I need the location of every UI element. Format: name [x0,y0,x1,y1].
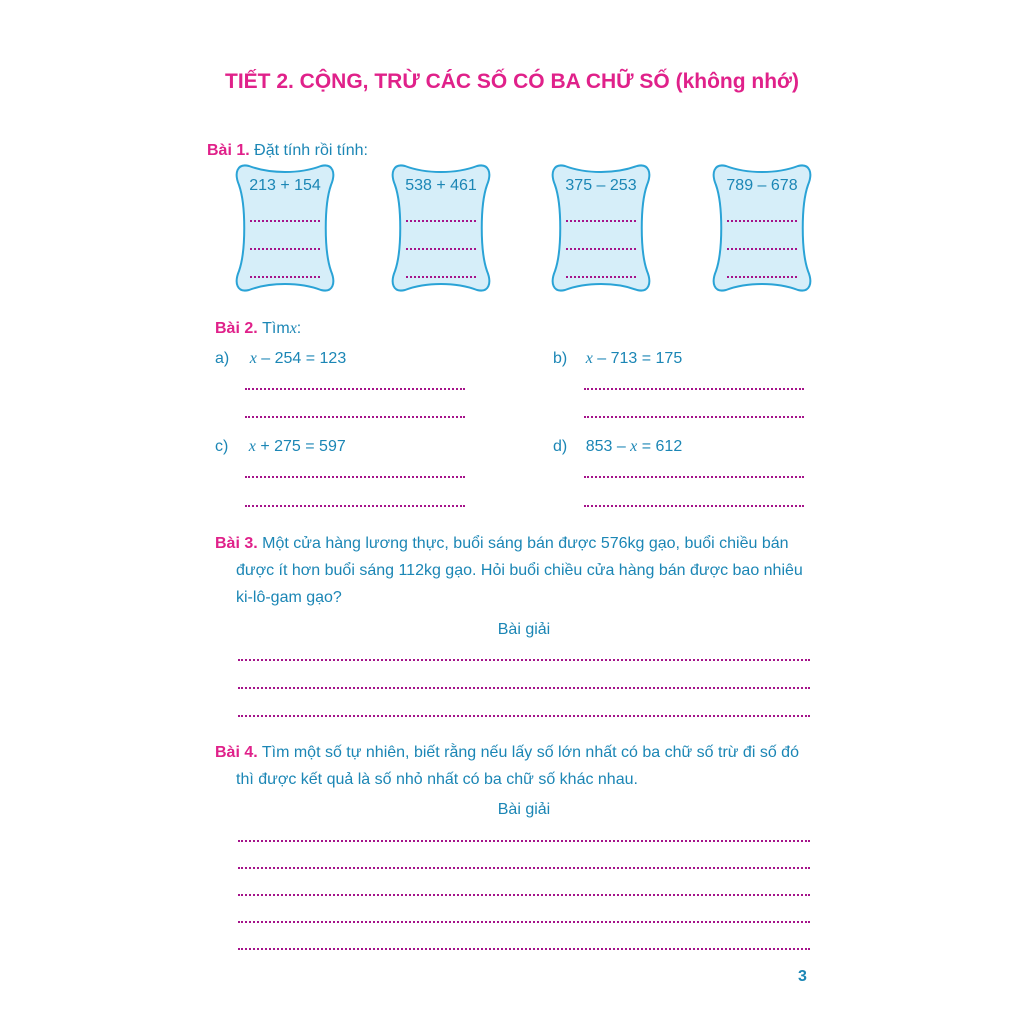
calc-card-1-expression: 213 + 154 [249,177,321,194]
item-letter-b: b) [553,350,568,367]
answer-dots [245,505,465,507]
variable-x: x [630,438,638,455]
answer-dots [238,921,810,923]
answer-dots [250,248,320,250]
answer-dots [245,476,465,478]
calc-card-1 [235,163,335,293]
equation-a [215,350,346,368]
answer-dots [584,476,804,478]
equation-a-post: – 254 = 123 [256,350,347,367]
exercise-3-solution-heading: Bài giải [497,621,551,638]
answer-dots [566,220,636,222]
exercise-4-text-1: Tìm một số tự nhiên, biết rằng nếu lấy số lớn nhất có ba chữ số trừ đi số đó [261,744,799,761]
exercise-3-text-1: Một cửa hàng lương thực, buổi sáng bán được 576kg gạo, buổi chiều bán [262,535,789,552]
answer-dots [238,867,810,869]
answer-dots [406,220,476,222]
equation-d [553,438,682,456]
variable-x: x [289,320,297,337]
calc-card-4 [712,163,812,293]
exercise-1-label: Bài 1. [207,142,250,159]
answer-dots [584,416,804,418]
answer-dots [238,659,810,661]
answer-dots [238,894,810,896]
calc-card-3 [551,163,651,293]
exercise-2-text: Tìm [262,320,290,337]
exercise-2-label: Bài 2. [215,320,258,337]
answer-dots [566,248,636,250]
equation-c [215,438,346,456]
item-letter-d: d) [553,438,568,455]
calc-card-4-expression: 789 – 678 [726,177,798,194]
answer-dots [245,388,465,390]
exercise-2-heading [215,320,301,338]
answer-dots [250,220,320,222]
calc-card-2-expression: 538 + 461 [405,177,477,194]
variable-x: x [248,438,256,455]
item-letter-a: a) [215,350,230,367]
exercise-4-label: Bài 4. [215,744,258,761]
equation-d-pre: 853 – [585,438,631,455]
answer-dots [584,505,804,507]
answer-dots [727,220,797,222]
equation-c-post: + 275 = 597 [255,438,346,455]
equation-d-post: = 612 [637,438,683,455]
calc-card-2 [391,163,491,293]
exercise-3-line-1 [215,535,789,553]
page-title: TIẾT 2. CỘNG, TRỪ CÁC SỐ CÓ BA CHỮ SỐ (không nhớ) [225,70,799,93]
page-number: 3 [798,968,807,985]
answer-dots [406,248,476,250]
answer-dots [238,687,810,689]
equation-b [553,350,682,368]
exercise-1-text: Đặt tính rồi tính: [254,142,368,159]
exercise-4-line-2: thì được kết quả là số nhỏ nhất có ba chữ số khác nhau. [236,771,638,788]
exercise-1-heading [207,142,368,160]
exercise-3-label: Bài 3. [215,535,258,552]
answer-dots [238,840,810,842]
variable-x: x [249,350,257,367]
answer-dots [727,276,797,278]
exercise-3-line-2: được ít hơn buổi sáng 112kg gạo. Hỏi buổi chiều cửa hàng bán được bao nhiêu [236,562,803,579]
exercise-2-colon: : [296,320,302,337]
equation-b-post: – 713 = 175 [592,350,683,367]
answer-dots [238,715,810,717]
item-letter-c: c) [215,438,229,455]
answer-dots [727,248,797,250]
variable-x: x [585,350,593,367]
answer-dots [250,276,320,278]
answer-dots [566,276,636,278]
answer-dots [584,388,804,390]
calc-card-3-expression: 375 – 253 [565,177,637,194]
answer-dots [238,948,810,950]
exercise-3-line-3: ki-lô-gam gạo? [236,589,342,606]
exercise-4-line-1 [215,744,799,762]
answer-dots [245,416,465,418]
answer-dots [406,276,476,278]
exercise-4-solution-heading: Bài giải [497,801,551,818]
